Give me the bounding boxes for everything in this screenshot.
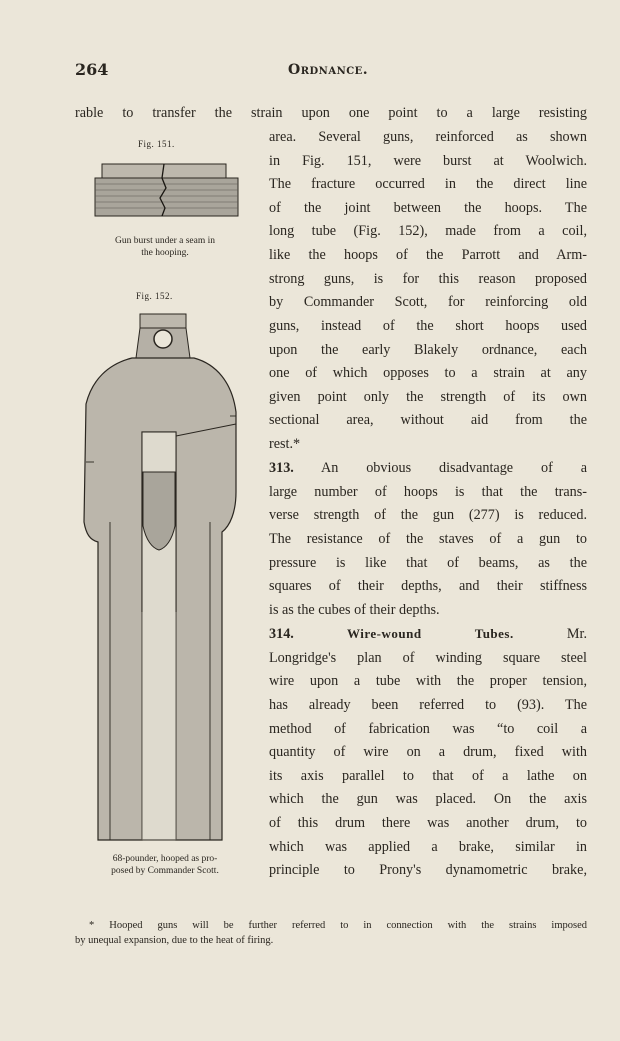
fig-152-drawing: [80, 312, 242, 844]
body-line: quantity of wire on a drum, fixed with: [269, 744, 587, 760]
body-line: Longridge's plan of winding square steel: [269, 650, 587, 666]
section-313-first-line: [269, 459, 587, 477]
body-line: which was applied a brake, similar in: [269, 839, 587, 855]
section-314-first-line: [269, 625, 587, 643]
section-313-first-text: An obvious disadvantage of a: [320, 460, 588, 476]
page-number: 264: [75, 60, 109, 79]
section-314-title: Wire-wound Tubes.: [347, 626, 514, 641]
body-line: of the joint between the hoops. The: [269, 200, 587, 216]
footnote: [75, 918, 587, 948]
body-line: verse strength of the gun (277) is reduced.: [269, 507, 587, 523]
body-line: method of fabrication was “to coil a: [269, 721, 587, 737]
body-line: wire upon a tube with the proper tension,: [269, 673, 587, 689]
body-line: like the hoops of the Parrott and Arm-: [269, 247, 587, 263]
running-title: Ordnance.: [288, 62, 369, 78]
fig-152-label: Fig. 152.: [136, 291, 173, 301]
fig-151-caption: [72, 235, 258, 259]
fig-152-caption-line-1: 68-pounder, hooped as pro-: [112, 854, 218, 864]
fig-151-drawing: [92, 160, 242, 222]
body-line: long tube (Fig. 152), made from a coil,: [269, 223, 587, 239]
body-first-line: rable to transfer the strain upon one point to a large resisting: [75, 105, 587, 121]
footnote-line-2: by unequal expansion, due to the heat of firing.: [75, 935, 274, 946]
body-line: is as the cubes of their depths.: [269, 602, 440, 618]
body-line: in Fig. 151, were burst at Woolwich.: [269, 153, 587, 169]
fig-152-caption-line-2: posed by Commander Scott.: [111, 866, 219, 876]
body-line: squares of their depths, and their stiffness: [269, 578, 587, 594]
body-line: one of which opposes to a strain at any: [269, 365, 587, 381]
body-line: principle to Prony's dynamometric brake,: [269, 862, 587, 878]
body-line: given point only the strength of its own: [269, 389, 587, 405]
footnote-line-1: * Hooped guns will be further referred to in connection with the strains imposed: [89, 920, 587, 931]
body-line: The resistance of the staves of a gun to: [269, 531, 587, 547]
body-line: its axis parallel to that of a lathe on: [269, 768, 587, 784]
section-313-number: 313.: [269, 460, 294, 476]
body-line: large number of hoops is that the trans-: [269, 484, 587, 500]
body-line: pressure is like that of beams, as the: [269, 555, 587, 571]
fig-151-caption-line-2: the hooping.: [141, 248, 189, 258]
section-314-first-text: Mr.: [566, 626, 588, 642]
body-line: rest.*: [269, 436, 301, 452]
section-314-number: 314.: [269, 626, 294, 642]
body-line: of this drum there was another drum, to: [269, 815, 587, 831]
fig-151-label: Fig. 151.: [138, 139, 175, 149]
body-line: The fracture occurred in the direct line: [269, 176, 587, 192]
body-line: guns, instead of the short hoops used: [269, 318, 587, 334]
body-line: which the gun was placed. On the axis: [269, 791, 587, 807]
body-line: has already been referred to (93). The: [269, 697, 587, 713]
body-line: by Commander Scott, for reinforcing old: [269, 294, 587, 310]
fig-151-caption-line-1: Gun burst under a seam in: [115, 236, 215, 246]
body-line: area. Several guns, reinforced as shown: [269, 129, 587, 145]
body-line: upon the early Blakely ordnance, each: [269, 342, 587, 358]
body-line: strong guns, is for this reason proposed: [269, 271, 587, 287]
body-line: sectional area, without aid from the: [269, 412, 587, 428]
fig-152-caption: [70, 853, 260, 877]
